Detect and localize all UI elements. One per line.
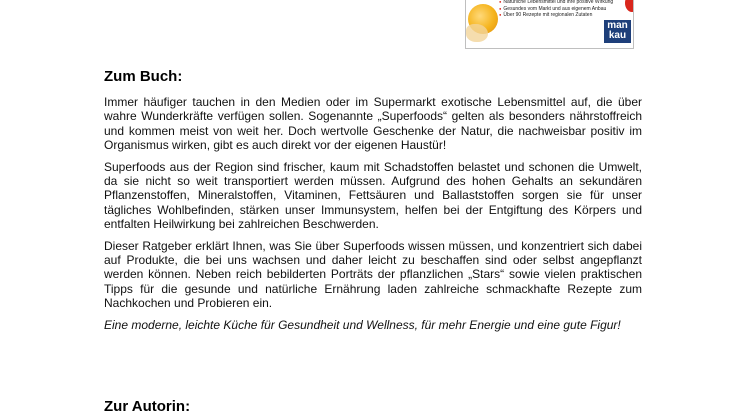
cover-bullet-list (499, 0, 613, 19)
red-accent-shape (625, 0, 634, 12)
paragraph-intro: Immer häufiger tauchen in den Medien oder im Supermarkt exotische Lebensmittel auf, die über wahre Wunderkräfte verfügen sollen. Sogenannte „Superfoods“ gelten als besonders nährstoffreich und kommen meist von weit her. Doch wertvolle Geschenke der Natur, die nachweisbar positiv im Organismus wirken, gibt es auch direkt vor der eigenen Haustür! (104, 95, 642, 153)
cover-bullet: ● Natürliche Lebensmittel und ihre positive Wirkung (499, 0, 613, 6)
section-heading-author: Zur Autorin: (104, 398, 191, 415)
section-heading-book: Zum Buch: (104, 68, 183, 85)
tagline: Eine moderne, leichte Küche für Gesundheit und Wellness, für mehr Energie und eine gute Figur! (104, 317, 621, 332)
cover-bullet: ● Über 90 Rezepte mit regionalen Zutaten (499, 12, 613, 19)
paragraph-regional: Superfoods aus der Region sind frischer, kaum mit Schadstoffen belastet und schonen die Umwelt, da sie nicht so weit transportiert werden müssen. Aufgrund des hohen Gehalts an sekundären Pflanzenstoffen, Mineralstoffen, Vitaminen, Fettsäuren und Ballaststoffen sorgen sie für unser tägliches Wohlbefinden, stärken unser Immunsystem, helfen bei der Entgiftung des Körpers und entfalten Heilwirkung bei zahlreichen Beschwerden. (104, 159, 642, 232)
paragraph-guide: Dieser Ratgeber erklärt Ihnen, was Sie über Superfoods wissen müssen, und konzentriert sich dabei auf Produkte, die bei uns wachsen und daher leicht zu beschaffen sind oder selbst angepflanzt werden können. Neben reich bebilderten Porträts der pflanzlichen „Stars“ sowie vielen praktischen Tipps für die gesunde und natürliche Ernährung laden zahlreiche schmackhafte Rezepte zum Nachkochen und Probieren ein. (104, 238, 642, 311)
publisher-logo (604, 20, 631, 43)
food-illustration (466, 24, 488, 42)
cover-bullet: ● Gesundes vom Markt und aus eigenem Anbau (499, 6, 613, 13)
publisher-logo-line1: man (607, 20, 628, 31)
book-cover-image (465, 0, 634, 49)
publisher-logo-line2: kau (608, 30, 627, 41)
book-description (104, 68, 642, 339)
